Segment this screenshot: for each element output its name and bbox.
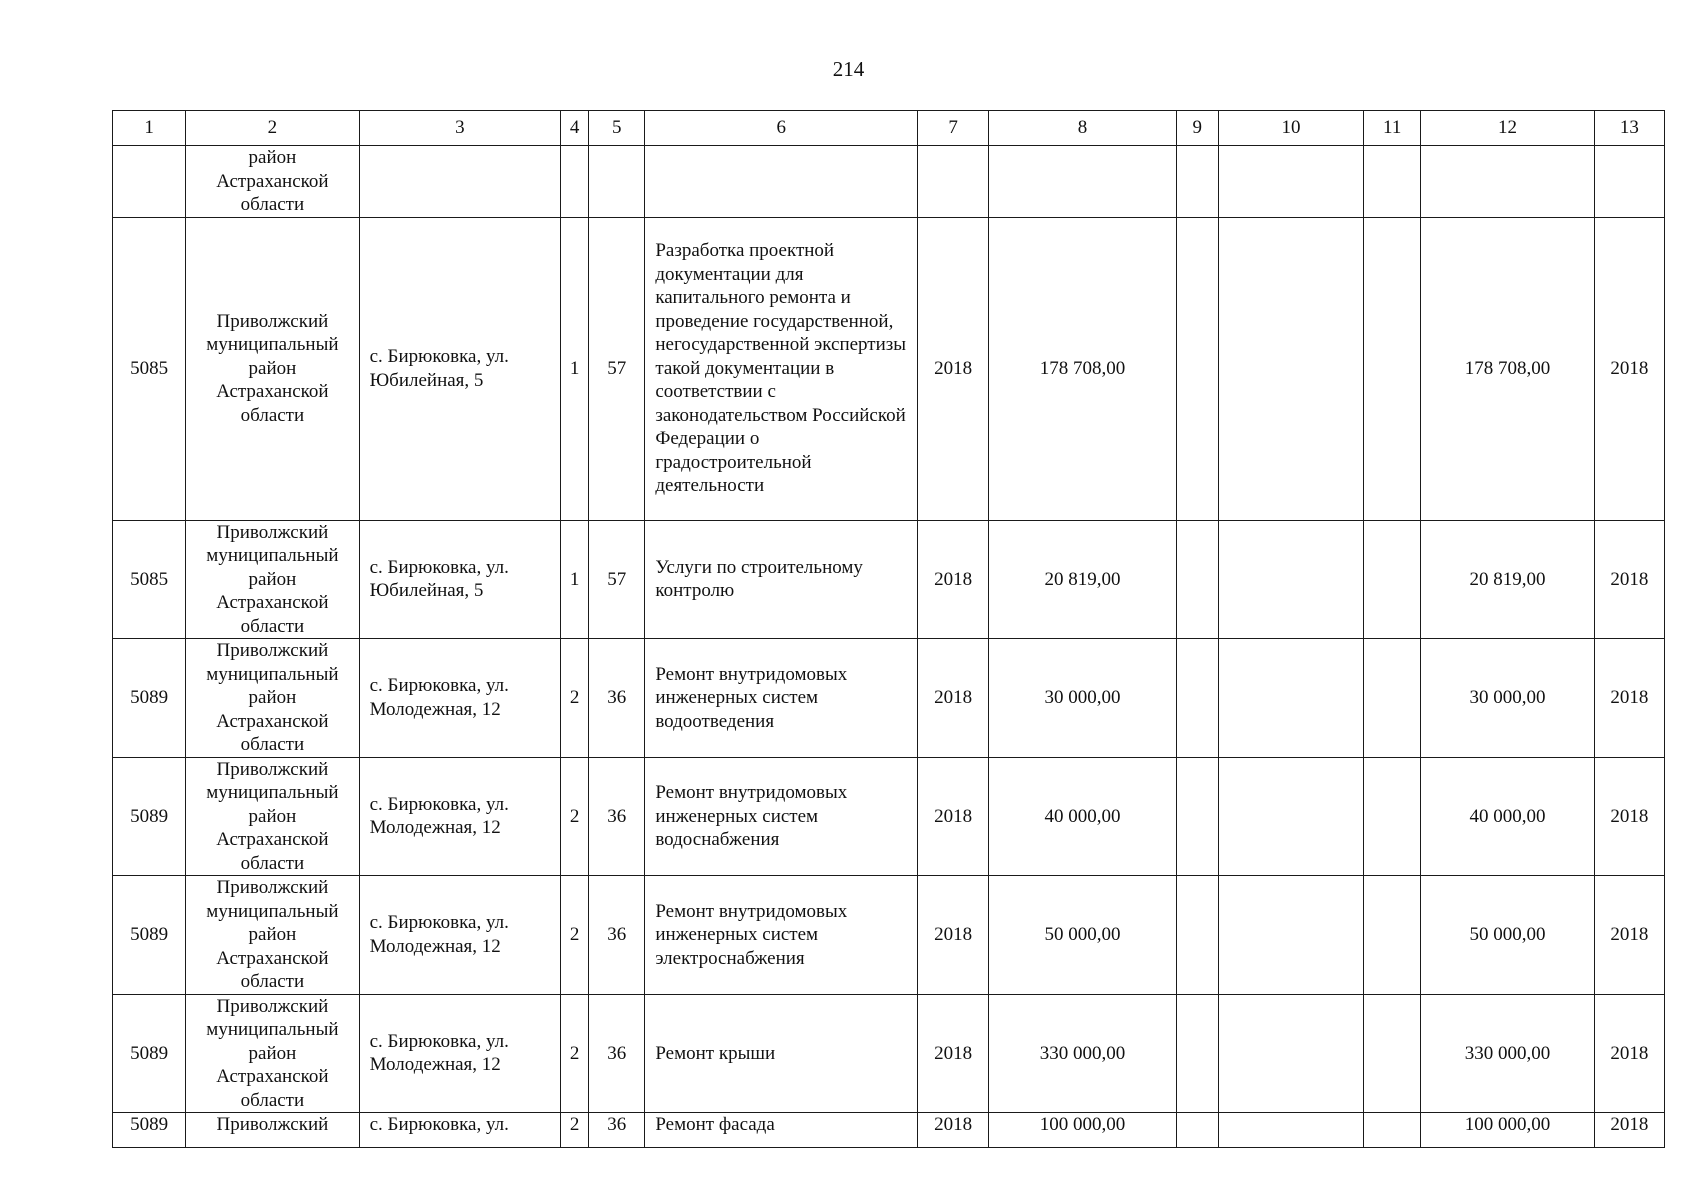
header-cell: 5 (589, 111, 645, 146)
cell-col11 (1364, 757, 1421, 876)
cell-col5: 36 (589, 639, 645, 758)
cell-number: 5085 (113, 217, 186, 520)
cell-col11 (1364, 876, 1421, 995)
cell-address: с. Бирюковка, ул. Молодежная, 12 (359, 876, 561, 995)
cell-number (113, 146, 186, 218)
cell-col10 (1218, 146, 1363, 218)
cell-address: с. Бирюковка, ул. Юбилейная, 5 (359, 217, 561, 520)
cell-col12: 178 708,00 (1421, 217, 1594, 520)
cell-col10 (1218, 520, 1363, 639)
cell-col11 (1364, 217, 1421, 520)
cell-cost: 30 000,00 (989, 639, 1176, 758)
cell-col4: 2 (561, 639, 589, 758)
cell-cost: 40 000,00 (989, 757, 1176, 876)
table-row-continued (113, 146, 1665, 218)
cell-year: 2018 (918, 1113, 989, 1148)
table-row (113, 876, 1665, 995)
cell-address (359, 146, 561, 218)
cell-address: с. Бирюковка, ул. Молодежная, 12 (359, 639, 561, 758)
cell-col11 (1364, 1113, 1421, 1148)
cell-col13: 2018 (1594, 520, 1664, 639)
cell-cost: 100 000,00 (989, 1113, 1176, 1148)
cell-col12: 20 819,00 (1421, 520, 1594, 639)
cell-year: 2018 (918, 217, 989, 520)
cell-col5: 36 (589, 876, 645, 995)
header-cell: 9 (1176, 111, 1218, 146)
cell-col9 (1176, 639, 1218, 758)
cell-col4: 2 (561, 757, 589, 876)
cell-col4: 1 (561, 217, 589, 520)
cell-col10 (1218, 217, 1363, 520)
header-cell: 4 (561, 111, 589, 146)
cell-col11 (1364, 639, 1421, 758)
cell-work-type: Ремонт внутридомовых инженерных систем водоотведения (645, 639, 918, 758)
cell-col12: 30 000,00 (1421, 639, 1594, 758)
cell-work-type: Ремонт внутридомовых инженерных систем электроснабжения (645, 876, 918, 995)
cell-year: 2018 (918, 520, 989, 639)
cell-col5: 36 (589, 994, 645, 1113)
cell-col5: 36 (589, 757, 645, 876)
header-cell: 6 (645, 111, 918, 146)
table-row (113, 757, 1665, 876)
cell-col10 (1218, 639, 1363, 758)
table-row (113, 639, 1665, 758)
cell-cost: 20 819,00 (989, 520, 1176, 639)
cell-year (918, 146, 989, 218)
cell-col10 (1218, 994, 1363, 1113)
cell-col9 (1176, 146, 1218, 218)
cell-district: Приволжский (186, 1113, 359, 1148)
cell-col9 (1176, 757, 1218, 876)
cell-col4: 2 (561, 1113, 589, 1148)
cell-year: 2018 (918, 876, 989, 995)
cell-district: Приволжский муниципальный район Астраханской области (186, 876, 359, 995)
cell-col4: 2 (561, 876, 589, 995)
table-row (113, 217, 1665, 520)
header-cell: 8 (989, 111, 1176, 146)
header-cell: 12 (1421, 111, 1594, 146)
cell-work-type: Ремонт крыши (645, 994, 918, 1113)
cell-col10 (1218, 876, 1363, 995)
header-row (113, 111, 1665, 146)
cell-work-type: Ремонт фасада (645, 1113, 918, 1148)
cell-col5: 36 (589, 1113, 645, 1148)
cell-col13 (1594, 146, 1664, 218)
header-cell: 7 (918, 111, 989, 146)
cell-district: Приволжский муниципальный район Астраханской области (186, 994, 359, 1113)
cell-col5: 57 (589, 217, 645, 520)
cell-col12: 100 000,00 (1421, 1113, 1594, 1148)
cell-col9 (1176, 520, 1218, 639)
cell-col13: 2018 (1594, 217, 1664, 520)
cell-district: Приволжский муниципальный район Астраханской области (186, 757, 359, 876)
cell-col13: 2018 (1594, 639, 1664, 758)
header-cell: 2 (186, 111, 359, 146)
cell-number: 5089 (113, 757, 186, 876)
header-cell: 11 (1364, 111, 1421, 146)
cell-number: 5089 (113, 994, 186, 1113)
cell-address: с. Бирюковка, ул. Молодежная, 12 (359, 994, 561, 1113)
header-cell: 1 (113, 111, 186, 146)
cell-col11 (1364, 520, 1421, 639)
cell-col5 (589, 146, 645, 218)
table-row (113, 994, 1665, 1113)
cell-district: район Астраханской области (186, 146, 359, 218)
cell-col11 (1364, 994, 1421, 1113)
cell-number: 5089 (113, 1113, 186, 1148)
cell-work-type: Ремонт внутридомовых инженерных систем водоснабжения (645, 757, 918, 876)
cell-work-type (645, 146, 918, 218)
cell-col12: 40 000,00 (1421, 757, 1594, 876)
cell-cost: 178 708,00 (989, 217, 1176, 520)
cell-district: Приволжский муниципальный район Астраханской области (186, 639, 359, 758)
table-row (113, 1113, 1665, 1148)
cell-number: 5089 (113, 639, 186, 758)
cell-col9 (1176, 217, 1218, 520)
cell-col9 (1176, 876, 1218, 995)
table-row (113, 520, 1665, 639)
cell-address: с. Бирюковка, ул. (359, 1113, 561, 1148)
cell-number: 5085 (113, 520, 186, 639)
cell-cost (989, 146, 1176, 218)
cell-year: 2018 (918, 757, 989, 876)
cell-col4: 2 (561, 994, 589, 1113)
header-cell: 13 (1594, 111, 1664, 146)
page-number: 214 (832, 57, 865, 81)
header-cell: 3 (359, 111, 561, 146)
cell-col4: 1 (561, 520, 589, 639)
cell-col12: 330 000,00 (1421, 994, 1594, 1113)
cell-col12 (1421, 146, 1594, 218)
cell-col5: 57 (589, 520, 645, 639)
cell-district: Приволжский муниципальный район Астраханской области (186, 520, 359, 639)
cell-work-type: Услуги по строительному контролю (645, 520, 918, 639)
cell-col11 (1364, 146, 1421, 218)
cell-number: 5089 (113, 876, 186, 995)
cell-col12: 50 000,00 (1421, 876, 1594, 995)
works-table (112, 110, 1665, 1148)
cell-col10 (1218, 757, 1363, 876)
cell-cost: 330 000,00 (989, 994, 1176, 1113)
cell-col13: 2018 (1594, 994, 1664, 1113)
cell-year: 2018 (918, 994, 989, 1113)
cell-col4 (561, 146, 589, 218)
cell-col9 (1176, 1113, 1218, 1148)
cell-col10 (1218, 1113, 1363, 1148)
cell-address: с. Бирюковка, ул. Юбилейная, 5 (359, 520, 561, 639)
cell-work-type: Разработка проектной документации для капитального ремонта и проведение государственной, негосударственной экспертизы такой документации в соответствии с законодательством Российской Федерации о градостроительной деятельности (645, 217, 918, 520)
cell-address: с. Бирюковка, ул. Молодежная, 12 (359, 757, 561, 876)
cell-district: Приволжский муниципальный район Астраханской области (186, 217, 359, 520)
cell-col13: 2018 (1594, 757, 1664, 876)
cell-col13: 2018 (1594, 1113, 1664, 1148)
cell-cost: 50 000,00 (989, 876, 1176, 995)
cell-col9 (1176, 994, 1218, 1113)
cell-year: 2018 (918, 639, 989, 758)
cell-col13: 2018 (1594, 876, 1664, 995)
header-cell: 10 (1218, 111, 1363, 146)
